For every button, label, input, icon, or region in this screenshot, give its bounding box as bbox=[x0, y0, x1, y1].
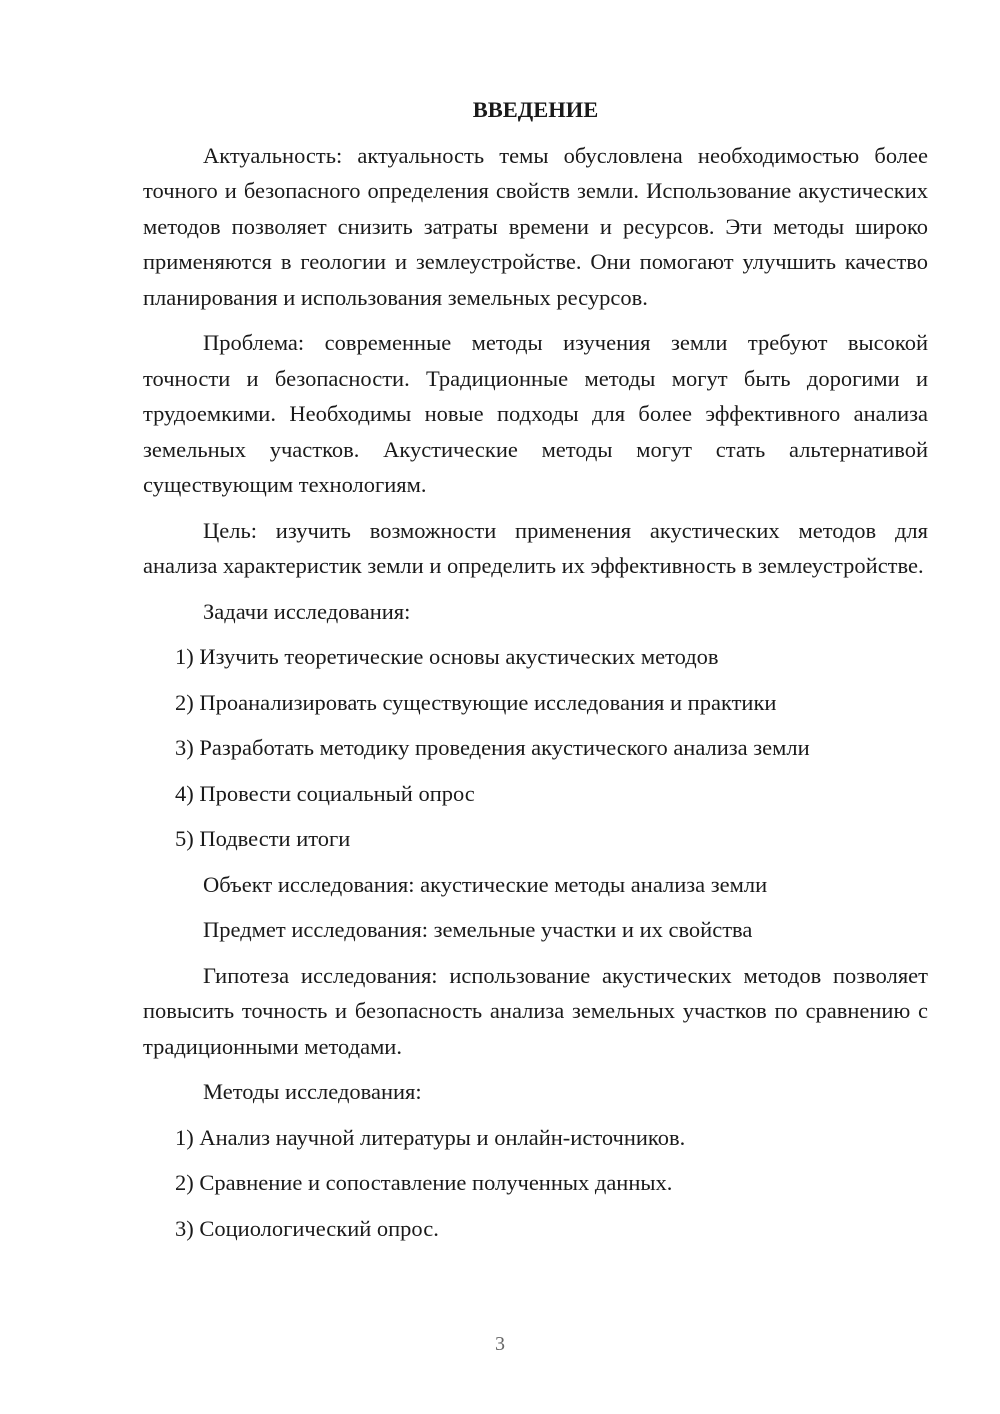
goal-paragraph: Цель: изучить возможности применения акустических методов для анализа характеристик земли и определить их эффективность в землеустройстве. bbox=[143, 517, 928, 578]
tasks-title: Задачи исследования: bbox=[203, 598, 411, 624]
relevance-paragraph: Актуальность: актуальность темы обусловлена необходимостью более точного и безопасного определения свойств земли. Использование акустических методов позволяет снизить затраты времени и ресурсов. Эти методы широко применяются в геологии и землеустройстве. Они помогают улучшить качество планирования и использования земельных ресурсов. bbox=[143, 142, 928, 310]
task-item-4: 4) Провести социальный опрос bbox=[175, 780, 475, 806]
page-number: 3 bbox=[495, 1333, 505, 1355]
research-object: Объект исследования: акустические методы анализа земли bbox=[203, 871, 768, 897]
problem-paragraph: Проблема: современные методы изучения земли требуют высокой точности и безопасности. Традиционные методы могут быть дорогими и трудоемкими. Необходимы новые подходы для более эффективного анализа земельных участков. Акустические методы могут стать альтернативой существующим технологиям. bbox=[143, 330, 928, 497]
task-item-2: 2) Проанализировать существующие исследования и практики bbox=[175, 689, 777, 715]
methods-title: Методы исследования: bbox=[203, 1079, 422, 1104]
task-item-5: 5) Подвести итоги bbox=[175, 826, 351, 851]
task-item-3: 3) Разработать методику проведения акустического анализа земли bbox=[175, 735, 810, 760]
hypothesis-paragraph: Гипотеза исследования: использование акустических методов позволяет повысить точность и безопасность анализа земельных участков по сравнению с традиционными методами. bbox=[143, 962, 928, 1059]
section-heading: ВВЕДЕНИЕ bbox=[472, 97, 599, 122]
task-item-1: 1) Изучить теоретические основы акустических методов bbox=[175, 644, 719, 669]
page-content bbox=[143, 92, 928, 1256]
method-item-1: 1) Анализ научной литературы и онлайн-источников. bbox=[175, 1124, 686, 1150]
research-subject: Предмет исследования: земельные участки и их свойства bbox=[203, 917, 753, 942]
method-item-2: 2) Сравнение и сопоставление полученных данных. bbox=[175, 1170, 673, 1195]
method-item-3: 3) Социологический опрос. bbox=[175, 1215, 439, 1241]
